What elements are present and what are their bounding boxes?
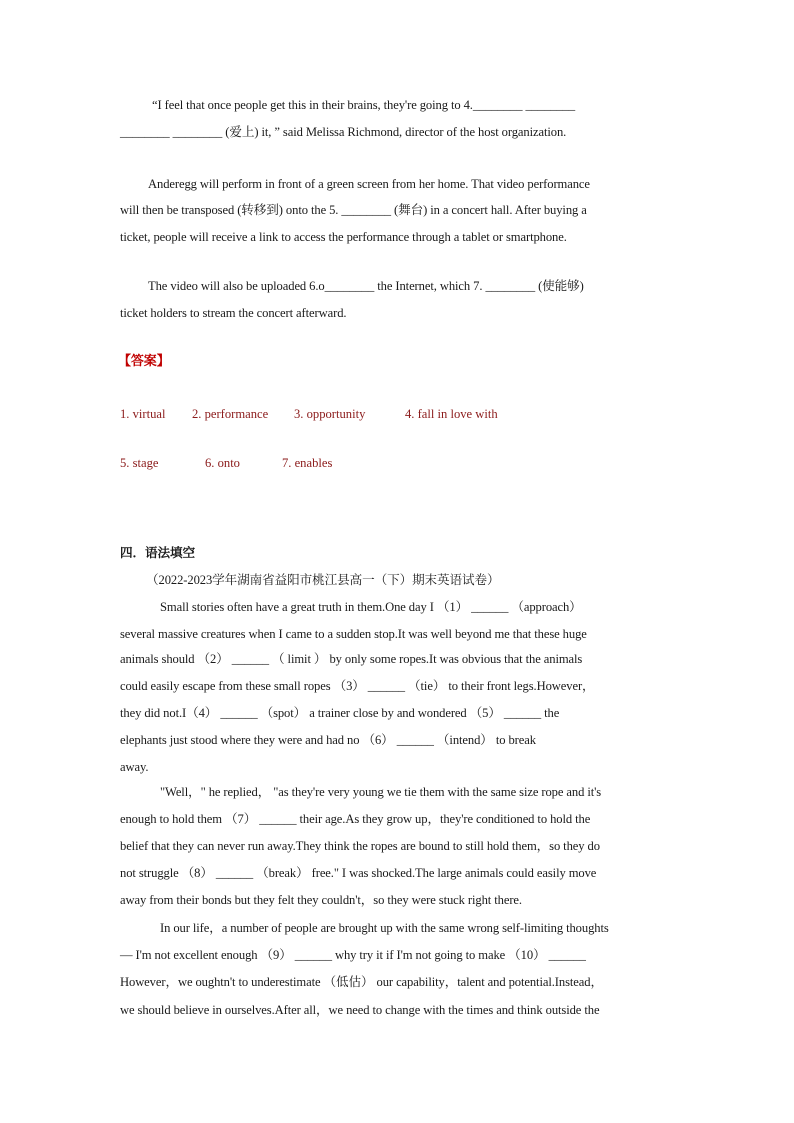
- passage1-line-3: Anderegg will perform in front of a green screen from her home. That video performance: [148, 177, 590, 191]
- passage2-line-10: belief that they can never run away.They think the ropes are bound to still hold them，so they do: [120, 839, 600, 853]
- passage2-line-15: However，we oughtn't to underestimate （低估） our capability，talent and potential.Instead，: [120, 975, 603, 989]
- passage2-line-3: animals should （2） ______ （ limit ） by only some ropes.It was obvious that the animals: [120, 652, 583, 666]
- passage2-line-11: not struggle （8） ______ （break） free." I was shocked.The large animals could easily move: [120, 866, 597, 880]
- passage2-line-6: elephants just stood where they were and had no （6） ______ （intend） to break: [120, 733, 536, 747]
- answer-heading: 【答案】: [118, 354, 170, 369]
- answer-item: 2. performance: [192, 407, 269, 421]
- passage2-line-8: "Well，" he replied， "as they're very young we tie them with the same size rope and it's: [160, 785, 602, 799]
- passage2-line-7: away.: [120, 760, 149, 774]
- passage1-line-6: The video will also be uploaded 6.o________ the Internet, which 7. ________ (使能够): [148, 279, 584, 293]
- passage2-line-5: they did not.I（4） ______ （spot） a trainer close by and wondered （5） ______ the: [120, 706, 560, 720]
- passage2-line-13: In our life，a number of people are brought up with the same wrong self-limiting thoughts: [160, 921, 609, 935]
- answer-item: 4. fall in love with: [405, 407, 498, 421]
- passage2-line-16: we should believe in ourselves.After all，we need to change with the times and think outside the: [120, 1003, 600, 1017]
- passage1-line-2: ________ ________ (爱上) it, ” said Melissa Richmond, director of the host organization.: [120, 125, 567, 139]
- passage1-line-5: ticket, people will receive a link to access the performance through a tablet or smartphone.: [120, 230, 567, 244]
- answer-item: 6. onto: [205, 456, 240, 470]
- passage2-line-1: Small stories often have a great truth in them.One day I （1） ______ （approach）: [160, 600, 582, 614]
- answer-item: 3. opportunity: [294, 407, 366, 421]
- answer-item: 5. stage: [120, 456, 159, 470]
- section-source: （2022-2023学年湖南省益阳市桃江县高一（下）期末英语试卷）: [146, 573, 500, 587]
- passage1-line-7: ticket holders to stream the concert afterward.: [120, 306, 347, 320]
- answer-item: 7. enables: [282, 456, 333, 470]
- passage2-line-14: — I'm not excellent enough （9） ______ why try it if I'm not going to make （10） ______: [120, 948, 586, 962]
- answer-item: 1. virtual: [120, 407, 166, 421]
- section-title: 四．语法填空: [120, 545, 195, 560]
- passage1-line-1: “I feel that once people get this in their brains, they're going to 4.________ ________: [152, 98, 576, 112]
- passage1-line-4: will then be transposed (转移到) onto the 5. ________ (舞台) in a concert hall. After buying a: [120, 203, 587, 217]
- passage2-line-4: could easily escape from these small ropes （3） ______ （tie） to their front legs.However，: [120, 679, 595, 693]
- passage2-line-2: several massive creatures when I came to a sudden stop.It was well beyond me that these huge: [120, 627, 587, 641]
- passage2-line-12: away from their bonds but they felt they couldn't，so they were stuck right there.: [120, 893, 522, 907]
- passage2-line-9: enough to hold them （7） ______ their age.As they grow up，they're conditioned to hold the: [120, 812, 591, 826]
